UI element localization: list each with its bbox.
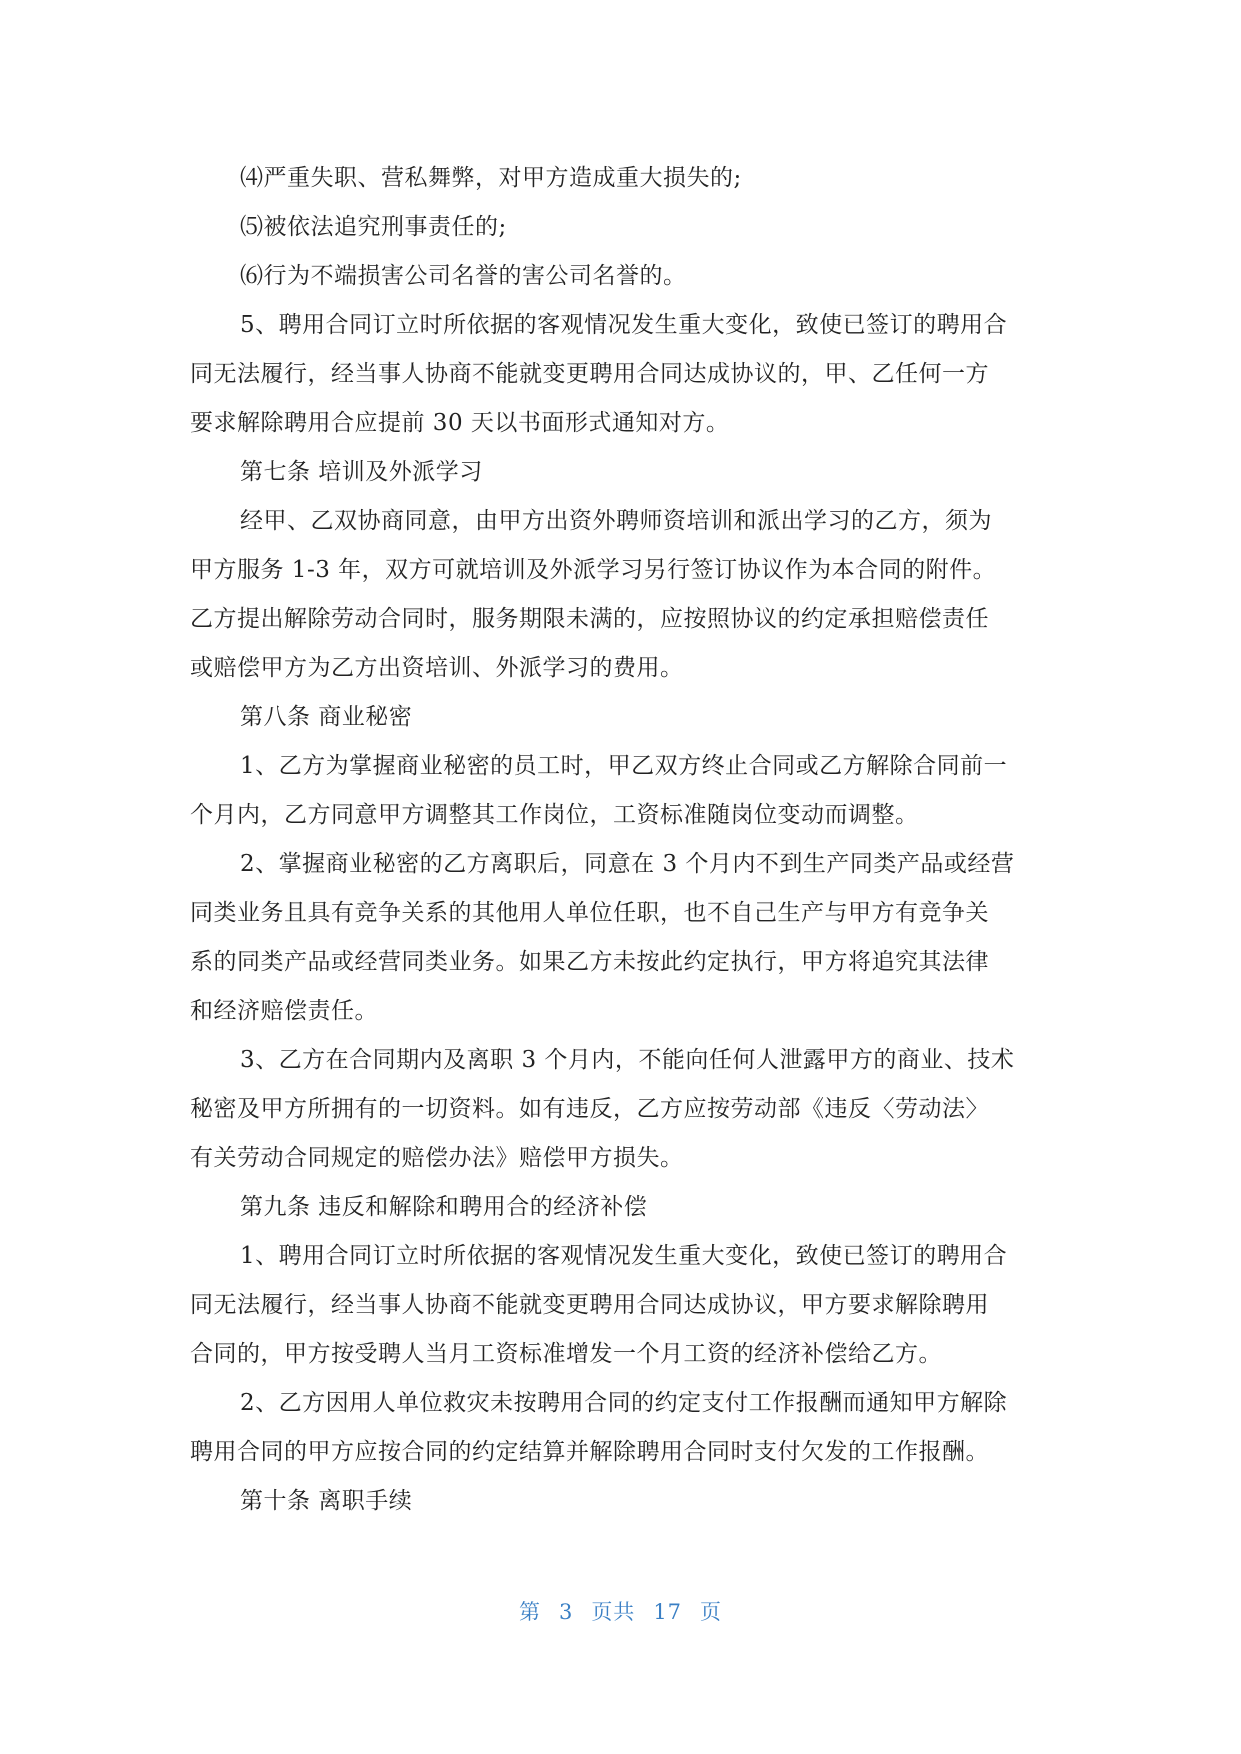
- text-line: ⑷严重失职、营私舞弊，对甲方造成重大损失的;: [240, 165, 742, 191]
- text-line: ⑸被依法追究刑事责任的;: [240, 214, 507, 240]
- text-line: 乙方提出解除劳动合同时，服务期限未满的，应按照协议的约定承担赔偿责任: [190, 606, 989, 632]
- text-line: 2、乙方因用人单位救灾未按聘用合同的约定支付工作报酬而通知甲方解除: [240, 1390, 1008, 1416]
- text-line: 要求解除聘用合应提前 30 天以书面形式通知对方。: [190, 410, 730, 436]
- footer-prefix: 第: [518, 1600, 541, 1624]
- footer-middle: 页共: [591, 1600, 636, 1624]
- page-footer: [0, 1596, 1241, 1626]
- text-line: 聘用合同的甲方应按合同的约定结算并解除聘用合同时支付欠发的工作报酬。: [190, 1439, 989, 1465]
- text-line: 同无法履行，经当事人协商不能就变更聘用合同达成协议的，甲、乙任何一方: [190, 361, 989, 387]
- text-line: 第九条 违反和解除和聘用合的经济补偿: [240, 1194, 648, 1220]
- text-line: 有关劳动合同规定的赔偿办法》赔偿甲方损失。: [190, 1145, 684, 1171]
- text-line: 经甲、乙双协商同意，由甲方出资外聘师资培训和派出学习的乙方，须为: [240, 508, 992, 534]
- text-line: 或赔偿甲方为乙方出资培训、外派学习的费用。: [190, 655, 684, 681]
- text-line: 个月内，乙方同意甲方调整其工作岗位，工资标准随岗位变动而调整。: [190, 802, 919, 828]
- text-line: ⑹行为不端损害公司名誉的害公司名誉的。: [240, 263, 687, 289]
- document-body: [190, 154, 1050, 1526]
- text-line: 系的同类产品或经营同类业务。如果乙方未按此约定执行，甲方将追究其法律: [190, 949, 989, 975]
- text-line: 5、聘用合同订立时所依据的客观情况发生重大变化，致使已签订的聘用合: [240, 312, 1008, 338]
- text-line: 第七条 培训及外派学习: [240, 459, 483, 485]
- text-line: 秘密及甲方所拥有的一切资料。如有违反，乙方应按劳动部《违反〈劳动法〉: [190, 1096, 989, 1122]
- text-line: 合同的，甲方按受聘人当月工资标准增发一个月工资的经济补偿给乙方。: [190, 1341, 942, 1367]
- footer-current-page: 3: [558, 1600, 574, 1624]
- text-line: 第八条 商业秘密: [240, 704, 413, 730]
- text-line: 3、乙方在合同期内及离职 3 个月内，不能向任何人泄露甲方的商业、技术: [240, 1047, 1015, 1073]
- text-line: 第十条 离职手续: [240, 1488, 413, 1514]
- footer-total-pages: 17: [653, 1600, 683, 1624]
- text-line: 1、聘用合同订立时所依据的客观情况发生重大变化，致使已签订的聘用合: [240, 1243, 1008, 1269]
- text-line: 和经济赔偿责任。: [190, 998, 378, 1024]
- text-line: 2、掌握商业秘密的乙方离职后，同意在 3 个月内不到生产同类产品或经营: [240, 851, 1015, 877]
- text-line: 同无法履行，经当事人协商不能就变更聘用合同达成协议，甲方要求解除聘用: [190, 1292, 989, 1318]
- text-line: 1、乙方为掌握商业秘密的员工时，甲乙双方终止合同或乙方解除合同前一: [240, 753, 1008, 779]
- text-line: 甲方服务 1-3 年，双方可就培训及外派学习另行签订协议作为本合同的附件。: [190, 557, 997, 583]
- text-line: 同类业务且具有竞争关系的其他用人单位任职，也不自己生产与甲方有竞争关: [190, 900, 989, 926]
- footer-suffix: 页: [700, 1600, 723, 1624]
